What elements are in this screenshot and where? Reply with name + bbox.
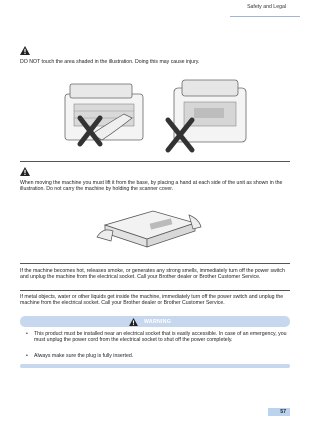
caution-text-3: If the machine becomes hot, releases smoke, or generates any strong smells, immediately turn off the power switch and unplug the machine from the electrical socket. Call your Brother dealer or Brother Customer Service. (20, 268, 285, 281)
illustration-do-not-touch (62, 74, 257, 154)
section-divider (20, 161, 290, 162)
bullet-text: This product must be installed near an electrical socket that is easily accessible. In case of an emergency, you must unplug the power cord from the electrical socket to shut off the power completely. (34, 331, 287, 344)
warning-banner (20, 316, 290, 327)
header-rule (230, 16, 300, 17)
caution-text-4: If metal objects, water or other liquids get inside the machine, immediately turn off the power switch and unplug the machine from the electrical socket. Call your Brother dealer or Brother Customer Service. (20, 294, 284, 307)
page-number: 57 (280, 409, 286, 415)
warning-triangle-icon (129, 318, 138, 326)
warning-label: WARNING (144, 318, 172, 325)
section-divider (20, 290, 290, 291)
caution-text-2: When moving the machine you must lift it from the base, by placing a hand at each side of the unit as shown in the illustration. Do not carry the machine by holding the scanner cover. (20, 180, 283, 193)
bullet-icon: • (26, 353, 28, 359)
bullet-icon: • (26, 331, 28, 337)
illustration-lifting-machine (95, 197, 205, 249)
section-divider (20, 263, 290, 264)
warning-triangle-icon (20, 46, 30, 55)
running-head: Safety and Legal (247, 4, 286, 10)
bullet-text: Always make sure the plug is fully inserted. (34, 353, 134, 359)
warning-bottom-band (20, 364, 290, 368)
caution-text-1: DO NOT touch the area shaded in the illustration. Doing this may cause injury. (20, 59, 200, 65)
warning-triangle-icon (20, 167, 30, 176)
